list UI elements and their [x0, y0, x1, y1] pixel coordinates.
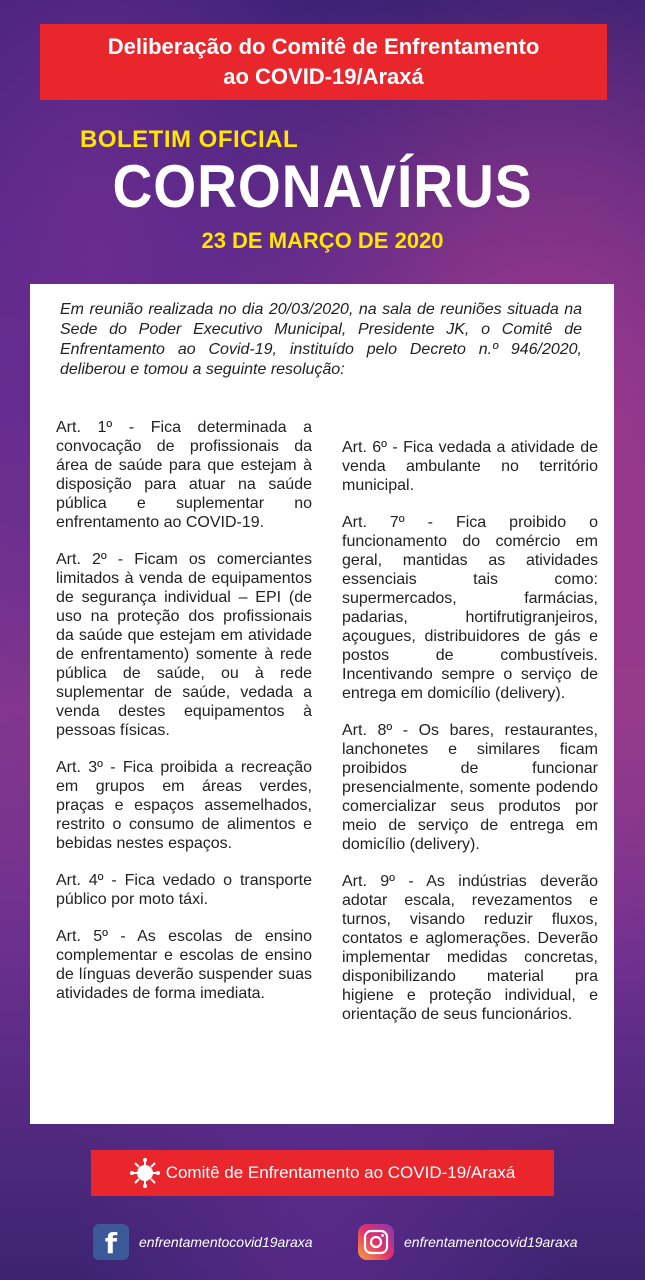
- article-5: Art. 5º - As escolas de ensino complementar e escolas de ensino de línguas deverão suspender suas atividades de forma imediata.: [56, 928, 312, 1002]
- article-1: Art. 1º - Fica determinada a convocação de profissionais da área de saúde para que estejam à disposição para atuar na saúde pública e suplementar no enfrentamento ao COVID-19.: [56, 419, 312, 531]
- header-banner-line1: Deliberação do Comitê de Enfrentamento: [107, 34, 540, 59]
- content-panel: [30, 284, 614, 1124]
- instagram-link[interactable]: [358, 1224, 578, 1260]
- committee-name: Comitê de Enfrentamento ao COVID-19/Araxá: [165, 1163, 516, 1182]
- facebook-handle: enfrentamentocovid19araxa: [139, 1234, 313, 1250]
- article-2: Art. 2º - Ficam os comerciantes limitados à venda de equipamentos de segurança individual – EPI (de uso na proteção dos profissionais da saúde que estejam em atividade de enfrentamento) somente à rede pública de saúde, ou à rede suplementar de saúde, vedada a venda destes equipamentos à pessoas físicas.: [56, 551, 312, 739]
- page-title: CORONAVÍRUS: [112, 153, 533, 220]
- articles-left-column: [56, 418, 312, 1021]
- article-3: Art. 3º - Fica proibida a recreação em grupos em áreas verdes, praças e espaços assemelhados, restrito o consumo de alimentos e bebidas nestes espaços.: [56, 759, 312, 852]
- intro-text: Em reunião realizada no dia 20/03/2020, na sala de reuniões situada na Sede do Poder Executivo Municipal, Presidente JK, o Comitê de Enfrentamento ao Covid-19, instituído pelo Decreto n.º 946/2020, deliberou e tomou a seguinte resolução:: [60, 301, 582, 378]
- header-banner: [40, 24, 607, 100]
- subtitle: BOLETIM OFICIAL: [80, 126, 299, 153]
- instagram-icon: [358, 1224, 394, 1260]
- article-7: Art. 7º - Fica proibido o funcionamento do comércio em geral, mantidas as atividades essenciais tais como: supermercados, farmácias, padarias, hortifrutigranjeiros, açougues, distribuidores de gás e postos de combustíveis. Incentivando sempre o serviço de entrega em domicílio (delivery).: [342, 514, 598, 702]
- article-4: Art. 4º - Fica vedado o transporte público por moto táxi.: [56, 872, 312, 908]
- bulletin-date: 23 DE MARÇO DE 2020: [201, 228, 444, 253]
- facebook-link[interactable]: [93, 1224, 313, 1260]
- article-6: Art. 6º - Fica vedada a atividade de venda ambulante no território municipal.: [342, 439, 598, 494]
- virus-icon: [130, 1158, 160, 1188]
- article-8: Art. 8º - Os bares, restaurantes, lanchonetes e similares ficam proibidos de funcionar presencialmente, somente podendo comercializar seus produtos por meio de serviço de entrega em domicílio (delivery).: [342, 722, 598, 853]
- article-9: Art. 9º - As indústrias deverão adotar escala, revezamentos e turnos, visando reduzir fluxos, contatos e aglomerações. Deverão implementar medidas concretas, disponibilizando material pra higiene e proteção individual, e orientação de seus funcionários.: [342, 873, 598, 1023]
- instagram-handle: enfrentamentocovid19araxa: [404, 1234, 578, 1250]
- header-banner-line2: ao COVID-19/Araxá: [223, 64, 424, 89]
- articles-right-column: [342, 438, 598, 1042]
- facebook-icon: f: [93, 1224, 129, 1260]
- committee-banner: [91, 1150, 554, 1196]
